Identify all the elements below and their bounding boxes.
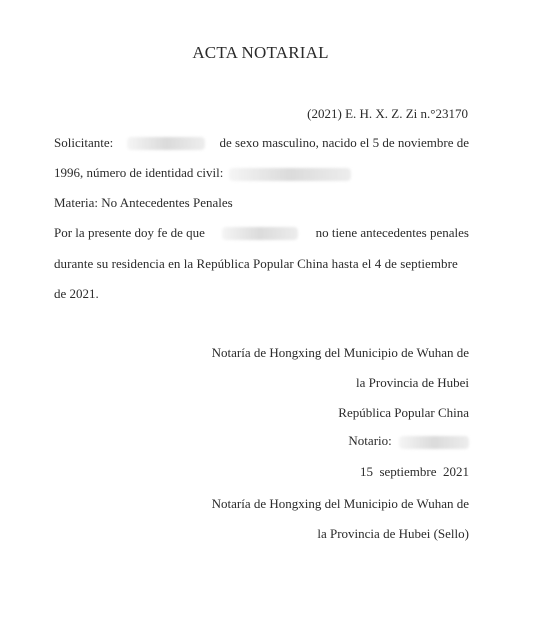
applicant-id-label: 1996, número de identidad civil:	[54, 165, 224, 180]
body-line-3: de 2021.	[54, 286, 99, 301]
document-title: ACTA NOTARIAL	[192, 43, 329, 62]
redacted-name	[222, 227, 298, 240]
notary-label: Notario:	[348, 433, 392, 448]
seal-line-2: la Provincia de Hubei (Sello)	[317, 526, 469, 541]
body-line-1	[54, 225, 469, 241]
redacted-id-number	[229, 168, 351, 181]
subject-line: Materia: No Antecedentes Penales	[54, 195, 233, 210]
body-text-part2: no tiene antecedentes penales	[315, 225, 469, 240]
seal-line-1: Notaría de Hongxing del Municipio de Wuhan de	[211, 496, 469, 511]
redacted-notary-name	[399, 436, 469, 449]
reference-number: (2021) E. H. X. Z. Zi n.°23170	[307, 106, 468, 121]
applicant-id-line	[54, 165, 469, 181]
date-line: 15 septiembre 2021	[359, 464, 469, 479]
country-line: República Popular China	[338, 405, 469, 420]
applicant-line	[54, 135, 469, 151]
body-text-part1: Por la presente doy fe de que	[54, 225, 205, 240]
notary-office-line-2: la Provincia de Hubei	[356, 375, 469, 390]
notary-office-line-1: Notaría de Hongxing del Municipio de Wuhan de	[211, 345, 469, 360]
applicant-label: Solicitante:	[54, 135, 114, 150]
redacted-name	[127, 137, 205, 150]
body-line-2: durante su residencia en la República Popular China hasta el 4 de septiembre	[54, 256, 458, 271]
notary-line	[348, 433, 469, 449]
applicant-description: de sexo masculino, nacido el 5 de noviembre de	[219, 135, 469, 150]
